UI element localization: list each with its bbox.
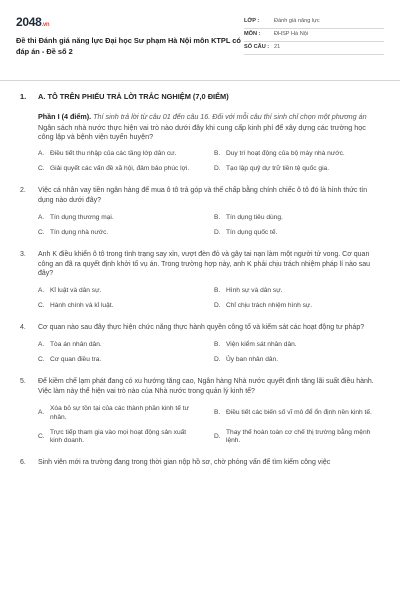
question-number: 3.: [20, 250, 26, 258]
option-letter: D.: [214, 228, 221, 236]
option-d[interactable]: [214, 429, 382, 447]
section-number: 1.: [20, 92, 27, 101]
question-number: 5.: [20, 377, 26, 385]
question-6: [20, 458, 382, 468]
question-3: [20, 250, 382, 312]
meta-key: SỐ CÂU :: [244, 44, 270, 51]
answer-options: [38, 214, 382, 238]
question-text: Việc cá nhân vay tiền ngân hàng để mua ô tô trả góp và thế chấp bằng chính chiếc ô tô đó là hình thức tín dụng nào dưới đây?: [38, 186, 368, 204]
part-label: Phần I (4 điểm).: [38, 111, 92, 121]
option-text: Điều tiết thu nhập của các tầng lớp dân cư.: [50, 150, 177, 158]
option-text: Tín dụng nhà nước.: [50, 228, 109, 236]
logo-main: 2048: [16, 15, 42, 29]
option-letter: B.: [214, 409, 221, 417]
document-title: Đề thi Đánh giá năng lực Đại học Sư phạm Hà Nội môn KTPL có đáp án - Đề số 2: [16, 36, 241, 56]
option-text: Điều tiết các biến số vĩ mô để ổn định nền kinh tế.: [226, 409, 372, 417]
option-text: Xóa bỏ sự tồn tại của các thành phần kinh tế tư nhân.: [50, 404, 189, 421]
question-text: Sinh viên mới ra trường đang trong thời gian nộp hồ sơ, chờ phỏng vấn để tìm kiếm công việc: [38, 459, 331, 467]
document-header: [16, 0, 384, 72]
section-heading: [20, 92, 382, 102]
meta-row-subject: [244, 29, 384, 42]
option-text: Giải quyết các vấn đề xã hội, đảm bảo phúc lợi.: [50, 165, 190, 173]
part-instruction: [38, 112, 382, 122]
option-a[interactable]: [38, 214, 206, 223]
option-text: Tín dụng quốc tế.: [226, 228, 278, 236]
answer-options: [38, 405, 382, 447]
question-number: 2.: [20, 186, 26, 194]
option-letter: C.: [38, 228, 45, 236]
option-a[interactable]: [38, 150, 206, 159]
exam-content: [20, 92, 382, 468]
option-c[interactable]: [38, 229, 206, 238]
question-number: 4.: [20, 324, 26, 332]
option-text: Ủy ban nhân dân.: [226, 356, 279, 363]
question-body: [38, 186, 382, 238]
question-text: Để kiềm chế lạm phát đang có xu hướng tăng cao, Ngân hàng Nhà nước quyết định tăng lãi suất điều hành. Việc làm này thể hiện vai trò nào của Nhà nước trong quản lý kinh tế?: [38, 377, 374, 395]
header-divider: [0, 80, 400, 81]
option-text: Hình sự và dân sự.: [226, 287, 283, 295]
option-letter: A.: [38, 150, 45, 158]
question-text: Anh K điều khiển ô tô trong tình trạng say xỉn, vượt đèn đỏ và gây tai nạn làm một người tử vong. Cơ quan công an đã ra quyết định khởi tố vụ án. Trong trường hợp này, anh K phải chịu trách nhiệm pháp lí nào sau đây?: [38, 250, 370, 278]
question-5: [20, 377, 382, 446]
question-text: Cơ quan nào sau đây thực hiện chức năng thực hành quyền công tố và kiểm sát các hoạt động tư pháp?: [38, 324, 365, 332]
option-text: Thay thế hoàn toàn cơ chế thị trường bằng mệnh lệnh.: [226, 428, 371, 445]
option-text: Trực tiếp tham gia vào mọi hoạt động sản xuất kinh doanh.: [50, 428, 187, 445]
option-text: Tòa án nhân dân.: [50, 341, 102, 349]
meta-row-count: [244, 42, 384, 55]
option-letter: B.: [214, 150, 221, 158]
option-d[interactable]: [214, 229, 382, 238]
option-letter: C.: [38, 356, 45, 363]
answer-options: [38, 341, 382, 365]
option-d[interactable]: [214, 356, 382, 365]
option-text: Chỉ chịu trách nhiệm hình sự.: [226, 302, 313, 310]
meta-value: 21: [274, 44, 281, 51]
site-logo[interactable]: [16, 14, 241, 30]
question-body: [38, 250, 382, 312]
question-4: [20, 323, 382, 365]
section-title: A. TÔ TRÊN PHIẾU TRẢ LỜI TRẮC NGHIỆM (7,0 ĐIỂM): [38, 92, 229, 101]
option-letter: C.: [38, 165, 45, 173]
option-letter: C.: [38, 302, 45, 310]
option-c[interactable]: [38, 429, 206, 447]
option-b[interactable]: [214, 341, 382, 350]
option-letter: D.: [214, 165, 221, 173]
meta-key: MÔN :: [244, 31, 261, 38]
meta-value: Đánh giá năng lực: [274, 18, 320, 25]
option-text: Tạo lập quỹ dự trữ tiền tệ quốc gia.: [226, 165, 330, 173]
question-1: [38, 112, 382, 174]
option-c[interactable]: [38, 356, 206, 365]
option-letter: A.: [38, 287, 45, 295]
option-text: Tín dụng tiêu dùng.: [226, 213, 283, 221]
option-d[interactable]: [214, 302, 382, 311]
meta-key: LỚP :: [244, 18, 260, 25]
option-text: Hành chính và kỉ luật.: [50, 302, 114, 310]
option-letter: A.: [38, 409, 45, 417]
question-body: [38, 458, 382, 468]
option-b[interactable]: [214, 287, 382, 296]
option-letter: D.: [214, 356, 221, 363]
option-d[interactable]: [214, 165, 382, 174]
option-a[interactable]: [38, 405, 206, 423]
option-b[interactable]: [214, 405, 382, 423]
option-c[interactable]: [38, 165, 206, 174]
meta-row-class: [244, 16, 384, 29]
question-body: [38, 323, 382, 365]
option-a[interactable]: [38, 341, 206, 350]
answer-options: [38, 287, 382, 311]
header-left: [16, 14, 241, 72]
option-b[interactable]: [214, 214, 382, 223]
question-text: Ngân sách nhà nước thực hiện vai trò nào dưới đây khi cung cấp kinh phí để xây dựng các trường học công lập và bệnh viện tuyến huyện?: [38, 122, 366, 142]
logo-suffix: .vn: [41, 22, 50, 28]
option-text: Kỉ luật và dân sự.: [50, 287, 102, 295]
question-body: [38, 377, 382, 446]
option-text: Duy trì hoạt động của bộ máy nhà nước.: [226, 150, 345, 158]
option-letter: B.: [214, 287, 221, 295]
option-letter: A.: [38, 213, 45, 221]
exam-meta-table: [244, 16, 384, 72]
option-text: Tín dụng thương mại.: [50, 213, 114, 221]
question-number: 6.: [20, 459, 26, 467]
option-b[interactable]: [214, 150, 382, 159]
option-text: Cơ quan điều tra.: [50, 356, 102, 363]
part-note: Thí sinh trả lời từ câu 01 đến câu 16. Đối với mỗi câu thí sinh chỉ chọn một phương án: [93, 111, 367, 121]
option-letter: D.: [214, 432, 221, 440]
option-letter: B.: [214, 213, 221, 221]
option-a[interactable]: [38, 287, 206, 296]
option-letter: C.: [38, 432, 45, 440]
question-2: [20, 186, 382, 238]
answer-options: [38, 150, 382, 174]
option-letter: A.: [38, 341, 45, 349]
option-c[interactable]: [38, 302, 206, 311]
option-text: Viện kiểm sát nhân dân.: [226, 341, 297, 349]
meta-value: ĐHSP Hà Nội: [274, 31, 309, 38]
option-letter: D.: [214, 302, 221, 310]
option-letter: B.: [214, 341, 221, 349]
